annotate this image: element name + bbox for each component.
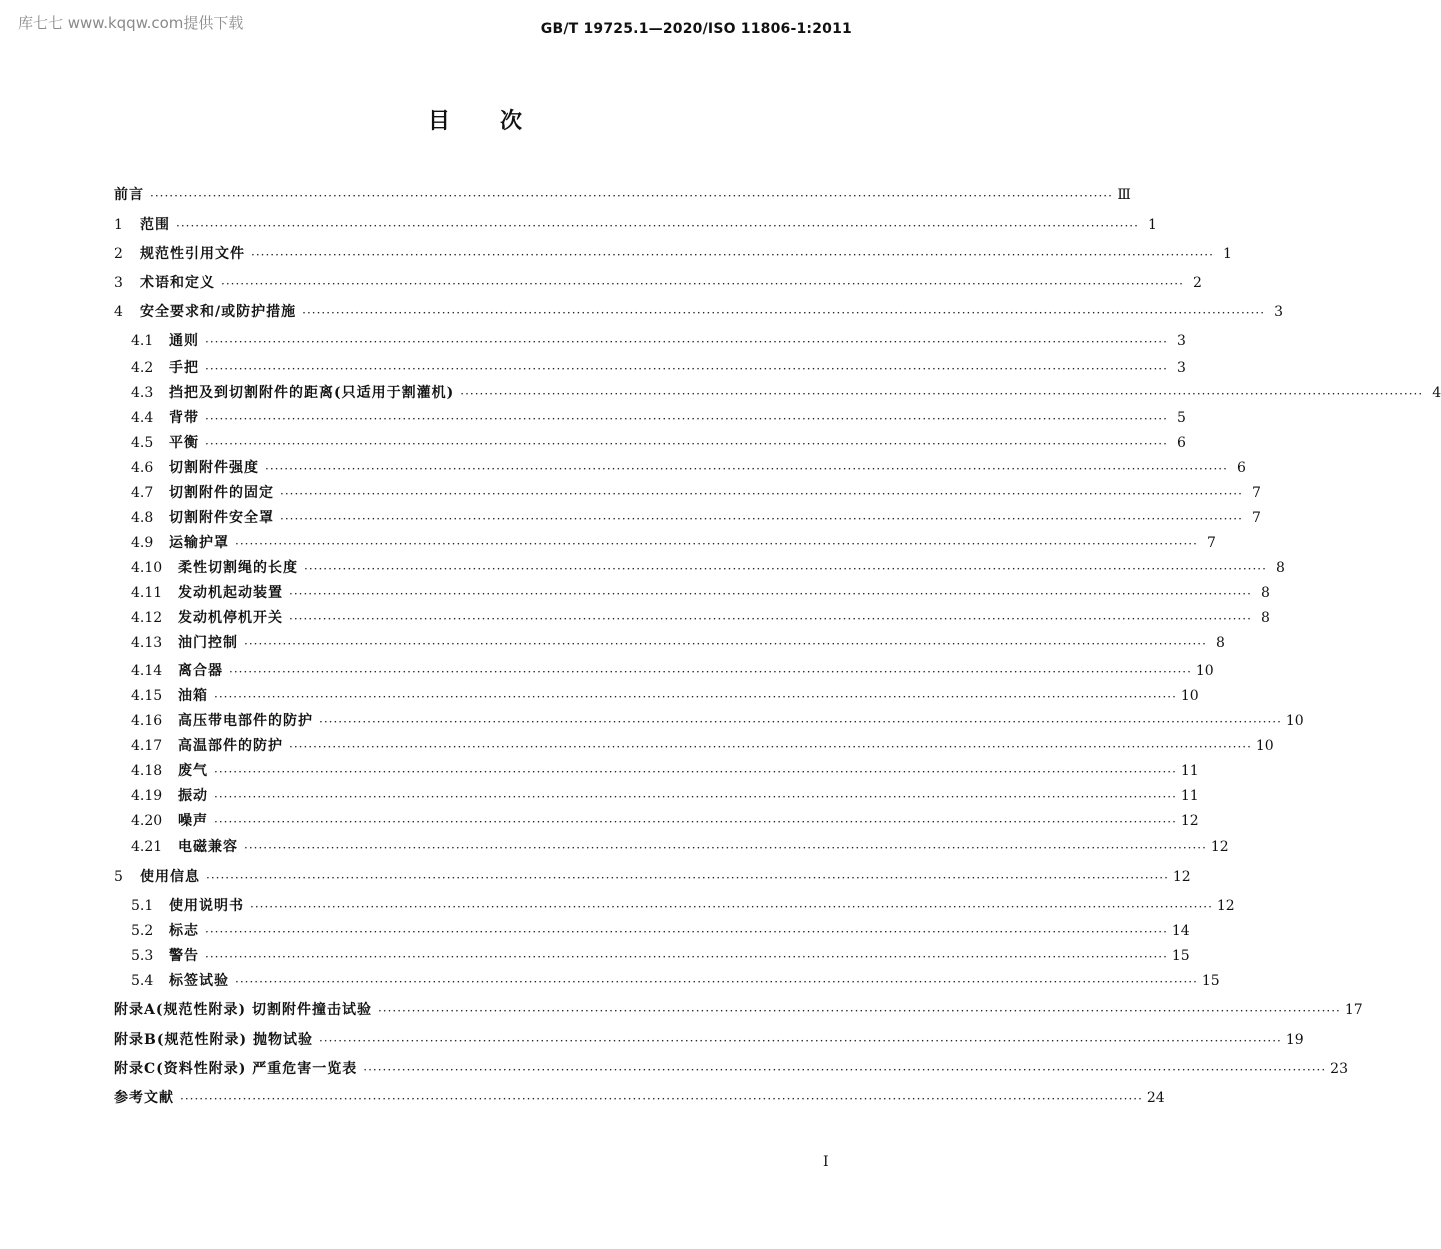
toc-entry-page: 10 [1180,688,1199,704]
toc-entry-page: 5 [1176,410,1186,426]
toc-entry-label: 附录C(资料性附录) 严重危害一览表 [114,1061,358,1077]
toc-entry-page: 3 [1274,304,1284,320]
toc-entry[interactable] [114,997,1363,1019]
toc-entry-page: 17 [1344,1002,1363,1018]
dot-leader: ········································································································································································································ [206,871,1169,885]
standard-number: GB/T 19725.1—2020/ISO 11806-1:2011 [540,21,852,37]
toc-entry-label: 使用说明书 [169,898,244,914]
toc-entry[interactable] [131,943,1190,965]
toc-entry-number: 4 [114,304,123,320]
toc-entry-label: 附录A(规范性附录) 切割附件撞击试验 [114,1002,372,1018]
toc-entry-label: 噪声 [178,813,208,829]
toc-entry-label: 运输护罩 [169,535,229,551]
dot-leader: ········································································································································································································ [280,487,1243,501]
toc-entry-number: 4.4 [131,410,154,426]
toc-entry-page: Ⅲ [1117,187,1131,203]
toc-entry-number: 4.15 [131,688,163,704]
toc-entry-page: 6 [1236,460,1246,476]
toc-entry[interactable] [131,530,1216,552]
toc-entry-page: 11 [1180,763,1199,779]
toc-entry-label: 术语和定义 [140,275,215,291]
toc-entry[interactable] [131,783,1199,805]
toc-entry-number: 4.6 [131,460,154,476]
dot-leader: ········································································································································································································ [289,612,1252,626]
toc-entry-page: 24 [1146,1090,1165,1106]
toc-entry-label: 平衡 [169,435,199,451]
toc-entry[interactable] [131,580,1270,602]
dot-leader: ········································································································································································································ [265,462,1228,476]
watermark: 库七七 www.kqqw.com提供下载 [18,14,244,32]
dot-leader: ········································································································································································································ [229,665,1192,679]
toc-entry[interactable] [131,683,1199,705]
toc-entry-page: 14 [1171,923,1190,939]
toc-entry-page: 4 [1432,385,1441,401]
toc-entry-number: 4.12 [131,610,163,626]
toc-entry[interactable] [131,328,1186,350]
toc-entry-page: 15 [1201,973,1220,989]
toc-entry-number: 5.3 [131,948,154,964]
toc-entry-page: 10 [1195,663,1214,679]
dot-leader: ········································································································································································································ [318,1034,1282,1048]
toc-entry[interactable] [131,893,1235,915]
toc-entry[interactable] [131,834,1229,856]
toc-entry[interactable] [114,1085,1165,1107]
toc-entry-number: 4.18 [131,763,163,779]
toc-entry-label: 参考文献 [114,1090,174,1106]
toc-entry-page: 8 [1260,610,1270,626]
toc-entry-page: 7 [1251,510,1261,526]
dot-leader: ········································································································································································································ [251,248,1214,262]
toc-entry-number: 4.1 [131,333,154,349]
dot-leader: ········································································································································································································ [280,512,1243,526]
toc-entry-number: 4.5 [131,435,154,451]
toc-entry-number: 4.21 [131,839,163,855]
toc-entry[interactable] [131,380,1441,402]
dot-leader: ········································································································································································································ [221,277,1184,291]
toc-entry[interactable] [131,555,1285,577]
toc-entry[interactable] [131,480,1261,502]
toc-entry-page: 11 [1180,788,1199,804]
toc-entry[interactable] [131,918,1190,940]
toc-entry-number: 4.19 [131,788,163,804]
toc-entry-label: 通则 [169,333,199,349]
toc-entry-label: 切割附件强度 [169,460,259,476]
toc-entry-page: 12 [1172,869,1191,885]
dot-leader: ········································································································································································································ [460,387,1424,401]
toc-entry-label: 油箱 [178,688,208,704]
toc-entry-number: 5.1 [131,898,154,914]
page-number: I [823,1154,829,1170]
toc-entry-page: 10 [1255,738,1274,754]
toc-entry-label: 切割附件安全罩 [169,510,274,526]
toc-entry-page: 12 [1180,813,1199,829]
toc-entry-label: 油门控制 [178,635,238,651]
toc-entry-label: 规范性引用文件 [140,246,245,262]
toc-entry-page: 23 [1330,1061,1348,1077]
toc-entry[interactable] [131,708,1304,730]
dot-leader: ········································································································································································································ [250,900,1213,914]
dot-leader: ········································································································································································································ [244,637,1207,651]
toc-entry-page: 8 [1275,560,1285,576]
toc-entry[interactable] [131,758,1199,780]
dot-leader: ········································································································································································································ [363,1063,1327,1077]
toc-entry-number: 4.13 [131,635,163,651]
toc-entry[interactable] [131,733,1274,755]
dot-leader: ········································································································································································································ [214,815,1177,829]
toc-entry-number: 3 [114,275,123,291]
dot-leader: ········································································································································································································ [302,306,1266,320]
dot-leader: ········································································································································································································ [304,562,1267,576]
toc-entry-page: 1 [1147,217,1157,233]
page-title: 目次 [427,109,572,134]
dot-leader: ········································································································································································································ [235,537,1198,551]
toc-entry[interactable] [131,630,1225,652]
toc-entry-label: 警告 [169,948,199,964]
toc-entry-number: 4.14 [131,663,163,679]
toc-entry[interactable] [131,808,1199,830]
toc-entry-page: 2 [1192,275,1202,291]
toc-entry-number: 4.3 [131,385,154,401]
toc-entry-page: 3 [1176,360,1186,376]
dot-leader: ········································································································································································································ [214,765,1177,779]
toc-entry-label: 发动机停机开关 [178,610,283,626]
toc-entry-number: 4.17 [131,738,163,754]
toc-entry-label: 手把 [169,360,199,376]
toc-entry-page: 7 [1206,535,1216,551]
toc-entry-page: 8 [1260,585,1270,601]
toc-entry[interactable] [114,299,1284,321]
dot-leader: ········································································································································································································ [176,219,1139,233]
toc-entry-label: 背带 [169,410,199,426]
toc-entry-label: 高压带电部件的防护 [178,713,313,729]
toc-entry-label: 切割附件的固定 [169,485,274,501]
dot-leader: ········································································································································································································ [214,790,1177,804]
toc-entry-label: 使用信息 [140,869,200,885]
toc-entry-number: 5.4 [131,973,154,989]
dot-leader: ········································································································································································································ [205,925,1168,939]
toc-entry[interactable] [131,455,1246,477]
toc-entry-label: 废气 [178,763,208,779]
toc-entry-label: 发动机起动装置 [178,585,283,601]
toc-entry-number: 4.7 [131,485,154,501]
dot-leader: ········································································································································································································ [150,189,1113,203]
toc-entry-label: 安全要求和/或防护措施 [140,304,297,320]
dot-leader: ········································································································································································································ [180,1092,1143,1106]
toc-entry-number: 4.16 [131,713,163,729]
toc-entry-label: 柔性切割绳的长度 [178,560,298,576]
dot-leader: ········································································································································································································ [244,841,1207,855]
toc-entry-label: 电磁兼容 [178,839,238,855]
toc-entry-label: 前言 [114,187,144,203]
toc-entry-label: 标签试验 [169,973,229,989]
dot-leader: ········································································································································································································ [214,690,1177,704]
dot-leader: ········································································································································································································ [205,335,1168,349]
toc-entry-label: 高温部件的防护 [178,738,283,754]
toc-entry-number: 4.9 [131,535,154,551]
toc-entry-page: 7 [1251,485,1261,501]
toc-entry-number: 4.20 [131,813,163,829]
toc-entry[interactable] [114,1056,1348,1078]
toc-entry-label: 标志 [169,923,199,939]
toc-entry[interactable] [131,405,1186,427]
toc-entry-number: 5 [114,869,123,885]
toc-entry[interactable] [114,182,1131,204]
toc-entry[interactable] [131,605,1270,627]
dot-leader: ········································································································································································································ [319,715,1282,729]
toc-entry-label: 挡把及到切割附件的距离(只适用于割灌机) [169,385,455,401]
toc-entry-number: 1 [114,217,123,233]
toc-entry[interactable] [114,1027,1304,1049]
dot-leader: ········································································································································································································ [377,1004,1341,1018]
dot-leader: ········································································································································································································ [289,740,1252,754]
dot-leader: ········································································································································································································ [205,437,1168,451]
dot-leader: ········································································································································································································ [235,975,1198,989]
toc-entry[interactable] [131,430,1186,452]
toc-entry[interactable] [114,270,1202,292]
toc-entry[interactable] [114,241,1232,263]
toc-entry-number: 4.2 [131,360,154,376]
toc-entry-number: 4.11 [131,585,163,601]
toc-entry[interactable] [114,212,1157,234]
toc-entry[interactable] [131,658,1214,680]
toc-entry-page: 15 [1171,948,1190,964]
toc-entry-page: 3 [1176,333,1186,349]
toc-entry-page: 12 [1216,898,1235,914]
toc-entry-label: 范围 [140,217,170,233]
toc-entry[interactable] [131,505,1261,527]
toc-entry-page: 6 [1176,435,1186,451]
toc-entry-number: 4.8 [131,510,154,526]
toc-entry-page: 1 [1222,246,1232,262]
dot-leader: ········································································································································································································ [205,950,1168,964]
dot-leader: ········································································································································································································ [205,362,1168,376]
toc-entry-page: 12 [1210,839,1229,855]
dot-leader: ········································································································································································································ [289,587,1252,601]
toc-entry-number: 5.2 [131,923,154,939]
toc-entry-number: 2 [114,246,123,262]
toc-entry-label: 附录B(规范性附录) 抛物试验 [114,1032,313,1048]
toc-entry[interactable] [114,864,1191,886]
toc-entry-label: 振动 [178,788,208,804]
toc-entry-number: 4.10 [131,560,163,576]
toc-entry-page: 10 [1285,713,1304,729]
toc-entry[interactable] [131,355,1186,377]
toc-entry-page: 8 [1215,635,1225,651]
toc-entry[interactable] [131,968,1220,990]
toc-entry-label: 离合器 [178,663,223,679]
dot-leader: ········································································································································································································ [205,412,1168,426]
toc-entry-page: 19 [1285,1032,1304,1048]
